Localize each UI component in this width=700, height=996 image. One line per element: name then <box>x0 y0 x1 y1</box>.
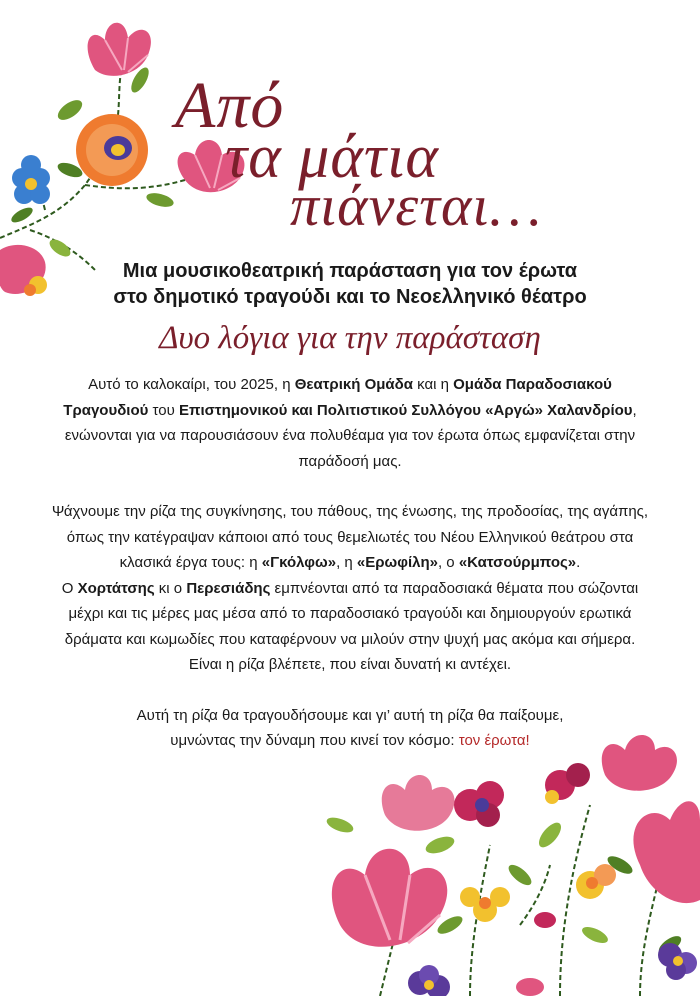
title-line-3: πιάνεται… <box>290 173 543 238</box>
floral-decoration-bottom-right <box>320 725 700 996</box>
pink-tulip-icon <box>382 775 455 831</box>
text-run: . <box>576 554 581 571</box>
text-run: υμνώντας την δύναμη που κινεί τον κόσμο: <box>170 732 459 749</box>
bold-text: «Κατσούρμπος» <box>458 554 577 571</box>
subtitle-line-1: Μια μουσικοθεατρική παράσταση για τον έρωτα <box>122 260 578 282</box>
paragraph-2 <box>50 499 650 576</box>
text-run: Αυτή τη ρίζα θα τραγουδήσουμε και γι’ αυτή τη ρίζα θα παίξουμε, <box>136 706 564 724</box>
magenta-flower-icon <box>545 763 590 804</box>
text-run: του <box>148 401 179 419</box>
leaf-icon <box>145 191 175 210</box>
paragraph-4 <box>50 703 650 754</box>
text-run: , η <box>336 554 357 571</box>
accent-text: τον έρωτα! <box>458 732 530 749</box>
bold-text: «Γκόλφω» <box>261 554 337 571</box>
leaf-icon <box>9 205 35 226</box>
pink-tulip-icon <box>633 801 700 903</box>
text-run: Ο <box>61 579 78 597</box>
leaf-icon <box>580 924 610 947</box>
text-run: Ψάχνουμε την ρίζα της συγκίνησης, του πάθους, της ένωσης, της προδοσίας, της αγάπης, όπως την κατέγραψαν κάποιοι από τους θεμελιωτές του Νέου Ελληνικού θεάτρου στα κλασικά έργα τους: η <box>51 503 649 571</box>
leaf-icon <box>55 96 86 124</box>
paragraph-spacer <box>50 474 650 499</box>
section-heading: Δυο λόγια για την παράσταση <box>159 320 541 356</box>
blue-flower-icon <box>12 155 50 204</box>
text-run: Αυτό το καλοκαίρι, του 2025, η <box>88 376 295 393</box>
yellow-flower-icon <box>576 864 616 899</box>
subtitle-line-2: στο δημοτικό τραγούδι και το Νεοελληνικό θέατρο <box>113 286 587 308</box>
vine-stem-icon <box>560 805 590 996</box>
leaf-icon <box>535 819 565 851</box>
leaf-icon <box>505 861 534 888</box>
subtitle <box>40 258 660 310</box>
orange-flower-icon <box>76 114 148 186</box>
magenta-flower-icon <box>454 781 504 827</box>
paragraph-spacer <box>50 678 650 703</box>
body-text <box>50 372 650 754</box>
bold-text: Ομάδα Παραδοσιακού Τραγουδιού <box>63 376 612 419</box>
text-run: εμπνέονται από τα παραδοσιακά θέματα που σώζονται μέχρι και τις μέρες μας μέσα από το παραδοσιακό τραγούδι και δημιουργούν ερωτικά δράματα και κωμωδίες που καταφέρνουν να μιλούν στην ψυχή μας ακόμα και σήμερα. Είναι η ρίζα βλέπετε, που είναι δυνατή κι αντέχει. <box>64 579 639 673</box>
bold-text: Περεσιάδης <box>186 579 271 597</box>
paragraph-1 <box>50 372 650 474</box>
paragraph-3 <box>50 576 650 678</box>
pink-bud-icon <box>534 912 556 928</box>
text-run: , ενώνονται για να παρουσιάσουν ένα πολυθέαμα για τον έρωτα όπως εμφανίζεται στην παράδοσή μας. <box>64 401 637 470</box>
vine-stem-icon <box>640 875 660 996</box>
title-line-2: τα μάτια <box>225 123 439 191</box>
pink-tulip-icon <box>88 23 151 76</box>
yellow-flower-icon <box>460 887 510 922</box>
bold-text: Θεατρική Ομάδα <box>294 376 413 393</box>
leaf-icon <box>325 815 355 836</box>
bold-text: Επιστημονικού και Πολιτιστικού Συλλόγου «Αργώ» Χαλανδρίου <box>178 401 633 419</box>
text-run: και η <box>412 376 454 393</box>
bold-text: Χορτάτσης <box>77 579 155 597</box>
purple-flower-icon <box>408 965 450 996</box>
pink-tulip-icon <box>332 849 447 947</box>
pink-bud-icon <box>516 978 544 996</box>
text-run: , ο <box>437 554 459 571</box>
title-line-1: Από <box>175 69 285 142</box>
bold-text: «Ερωφίλη» <box>356 554 438 571</box>
text-run: κι ο <box>154 579 187 597</box>
purple-flower-icon <box>658 943 697 980</box>
leaf-icon <box>424 833 457 856</box>
